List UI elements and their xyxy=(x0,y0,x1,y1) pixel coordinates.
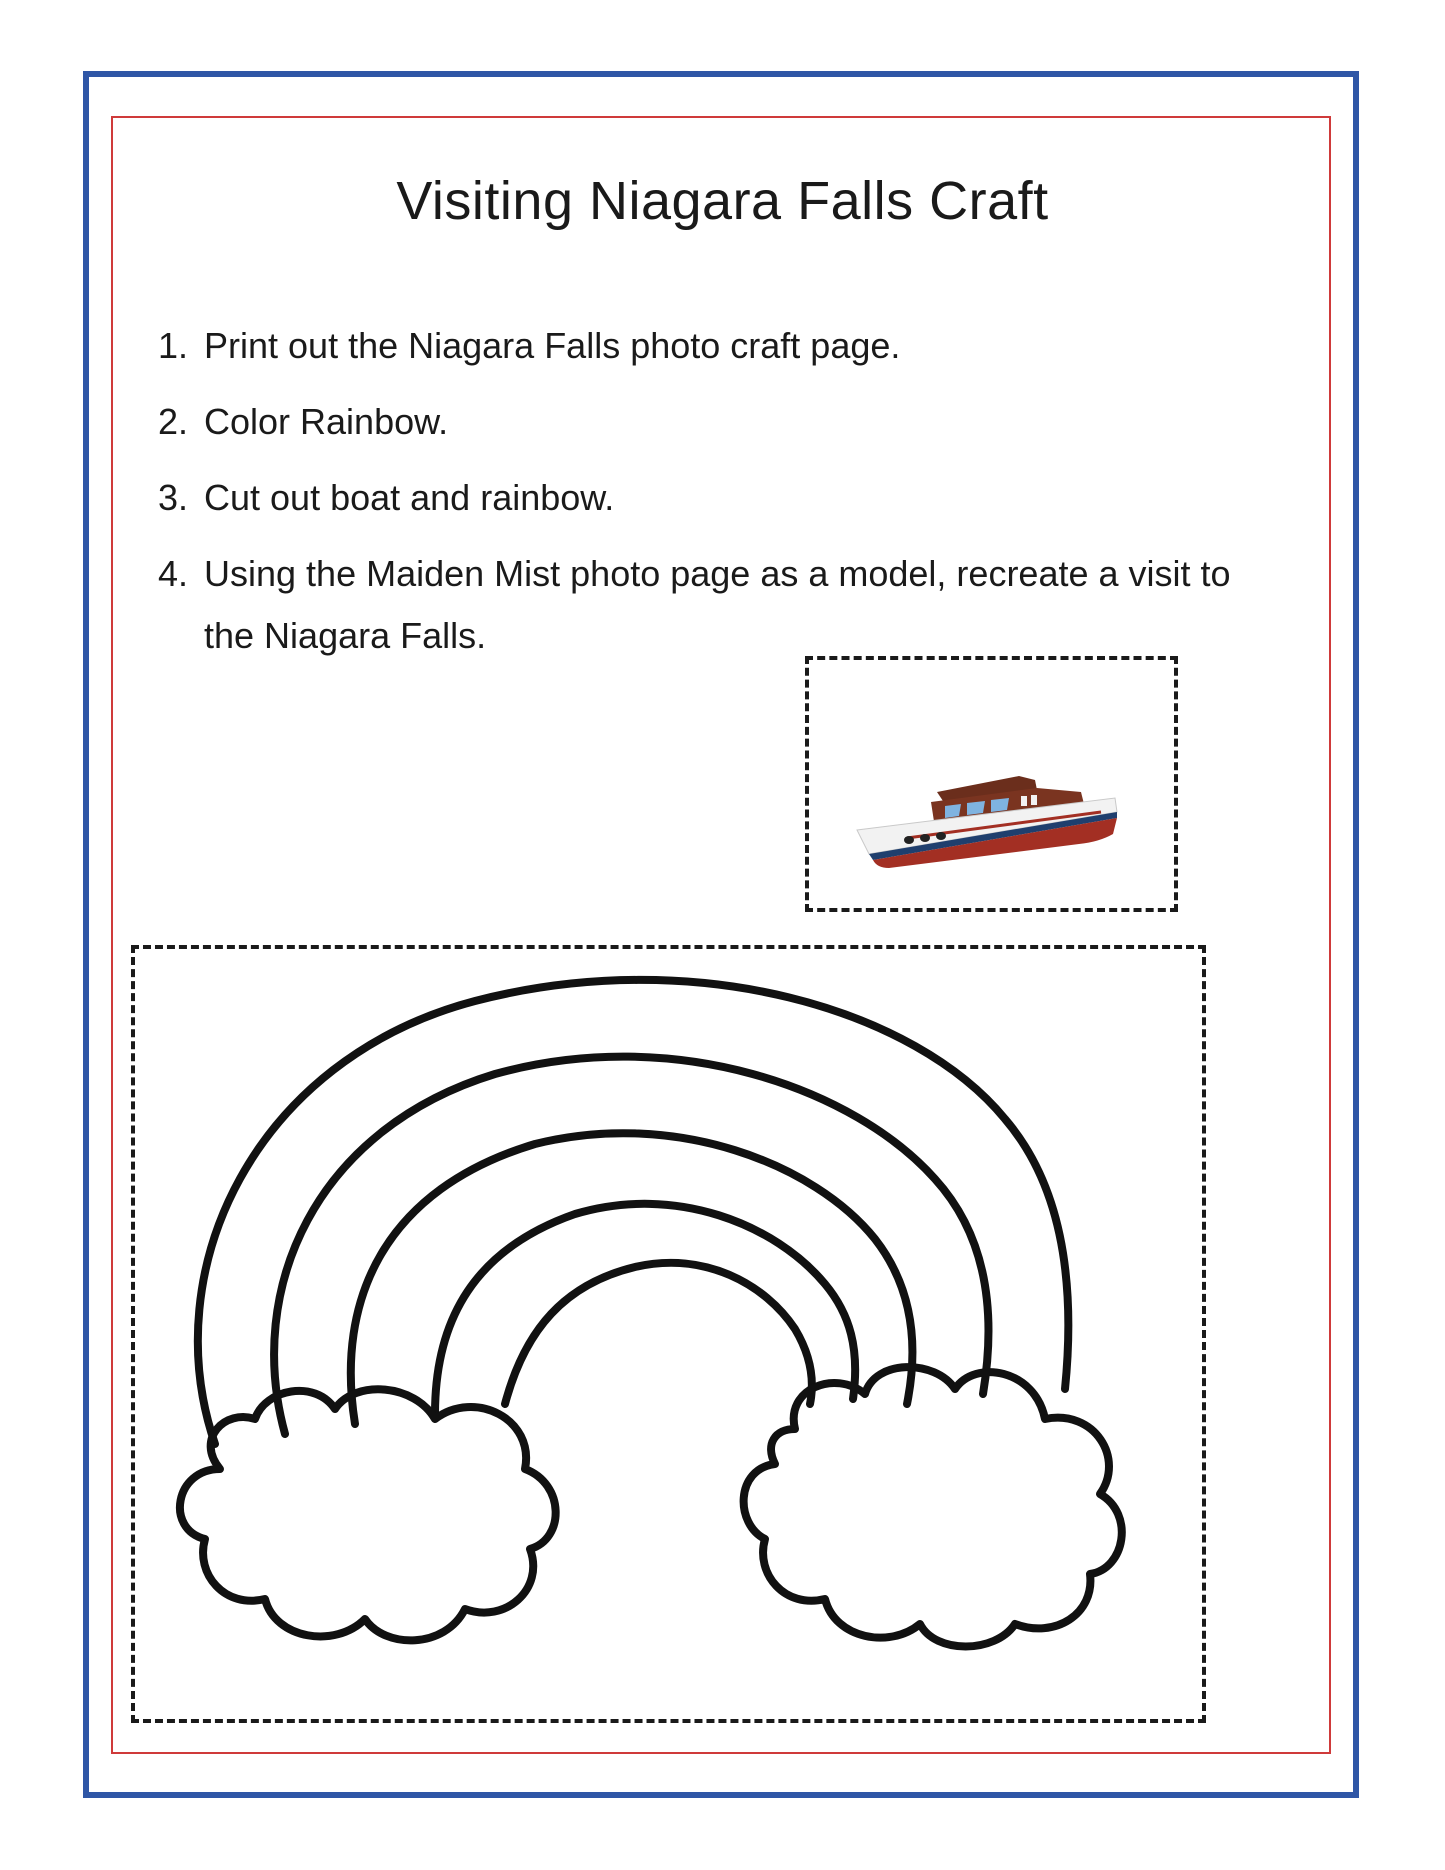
step-text: Color Rainbow. xyxy=(204,401,449,442)
step-number: 3. xyxy=(158,477,189,518)
step-number: 1. xyxy=(158,325,189,366)
instruction-step xyxy=(158,543,1288,667)
boat-icon xyxy=(849,750,1129,870)
page-title: Visiting Niagara Falls Craft xyxy=(396,171,1049,231)
rainbow-icon xyxy=(135,949,1202,1719)
boat-cutout-box xyxy=(805,656,1178,912)
instruction-step xyxy=(158,467,1288,529)
step-number: 4. xyxy=(158,553,189,594)
step-text: Cut out boat and rainbow. xyxy=(204,477,615,518)
instruction-step xyxy=(158,315,1288,377)
instruction-list xyxy=(158,315,1288,681)
step-number: 2. xyxy=(158,401,189,442)
step-text: Print out the Niagara Falls photo craft page. xyxy=(204,325,901,366)
rainbow-cutout-box xyxy=(131,945,1206,1723)
instruction-step xyxy=(158,391,1288,453)
step-text: Using the Maiden Mist photo page as a model, recreate a visit to the Niagara Falls. xyxy=(204,553,1231,656)
